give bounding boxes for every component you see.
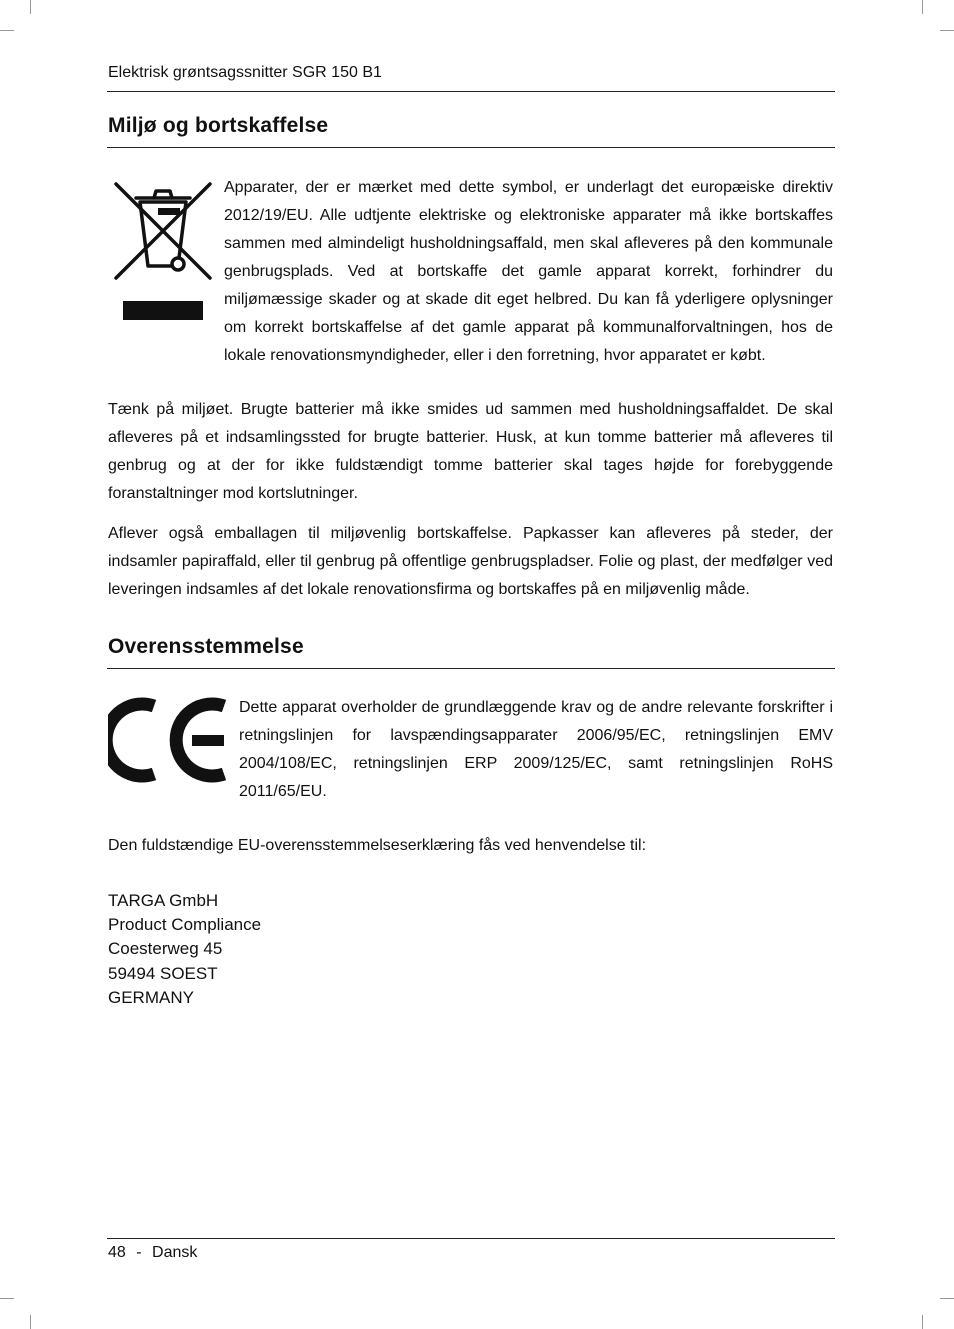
paragraph-weee: Apparater, der er mærket med dette symbol, er underlagt det europæiske direktiv 2012/19/EU. Alle udtjente elektriske og elektroniske apparater må ikke bortskaffes sammen med almindeligt husholdningsaffald, men skal afleveres på den kommunale genbrugsplads. Ved at bortskaffe det gamle apparat korrekt, forhindrer du miljømæssige skader og at skade dit eget helbred. Du kan få yderligere oplysninger om korrekt bortskaffelse af det gamle apparat på kommunalforvaltningen, hos de lokale renovationsmyndigheder, eller i den forretning, hvor apparatet er købt.	[224, 179, 833, 364]
page-number: 48	[108, 1244, 126, 1261]
address-line: GERMANY	[108, 988, 194, 1007]
crossed-out-wheelie-bin-icon	[110, 178, 214, 324]
header-rule	[107, 91, 835, 92]
section-heading-disposal: Miljø og bortskaffelse	[108, 114, 329, 137]
crop-mark	[30, 0, 31, 14]
section-rule	[107, 147, 835, 148]
crop-mark	[30, 1315, 31, 1329]
address-line: Product Compliance	[108, 915, 262, 934]
crop-mark	[922, 0, 923, 14]
address-line: 59494 SOEST	[108, 964, 218, 983]
ce-mark-icon	[108, 697, 230, 783]
paragraph-batteries: Tænk på miljøet. Brugte batterier må ikke smides ud sammen med husholdningsaffaldet. De skal afleveres på et indsamlingssted for brugte batterier. Husk, at kun tomme batterier må afleveres til genbrug og at der for ikke fuldstændigt tomme batterier skal tages højde for forebyggende foranstaltninger mod kortslutninger.	[108, 401, 833, 502]
footer-separator: -	[136, 1244, 142, 1261]
paragraph-packaging: Aflever også emballagen til miljøvenlig bortskaffelse. Papkasser kan afleveres på steder, der indsamler papiraffald, eller til genbrug på offentlige genbrugspladser. Folie og plast, der medfølger ved leveringen indsamles af det lokale renovationsfirma og bortskaffes på en miljøvenlig måde.	[108, 525, 833, 598]
page-footer	[108, 1244, 203, 1262]
address-line: TARGA GmbH	[108, 891, 219, 910]
section-heading-conformity: Overensstemmelse	[108, 635, 304, 658]
paragraph-conformity: Dette apparat overholder de grundlæggende krav og de andre relevante forskrifter i retningslinjen for lavspændingsapparater 2006/95/EC, retningslinjen EMV 2004/108/EC, retningslinjen ERP 2009/125/EC, samt retningslinjen RoHS 2011/65/EU.	[239, 699, 833, 800]
crop-mark	[0, 30, 14, 31]
footer-language: Dansk	[152, 1244, 198, 1261]
footer-rule	[107, 1238, 835, 1239]
crop-mark	[940, 30, 954, 31]
paragraph-declaration: Den fuldstændige EU-overensstemmelseserklæring fås ved henvendelse til:	[108, 837, 647, 854]
running-header: Elektrisk grøntsagssnitter SGR 150 B1	[108, 64, 382, 81]
section-rule	[107, 668, 835, 669]
crop-mark	[0, 1298, 14, 1299]
crop-mark	[940, 1298, 954, 1299]
crop-mark	[922, 1315, 923, 1329]
address-line: Coesterweg 45	[108, 939, 223, 958]
